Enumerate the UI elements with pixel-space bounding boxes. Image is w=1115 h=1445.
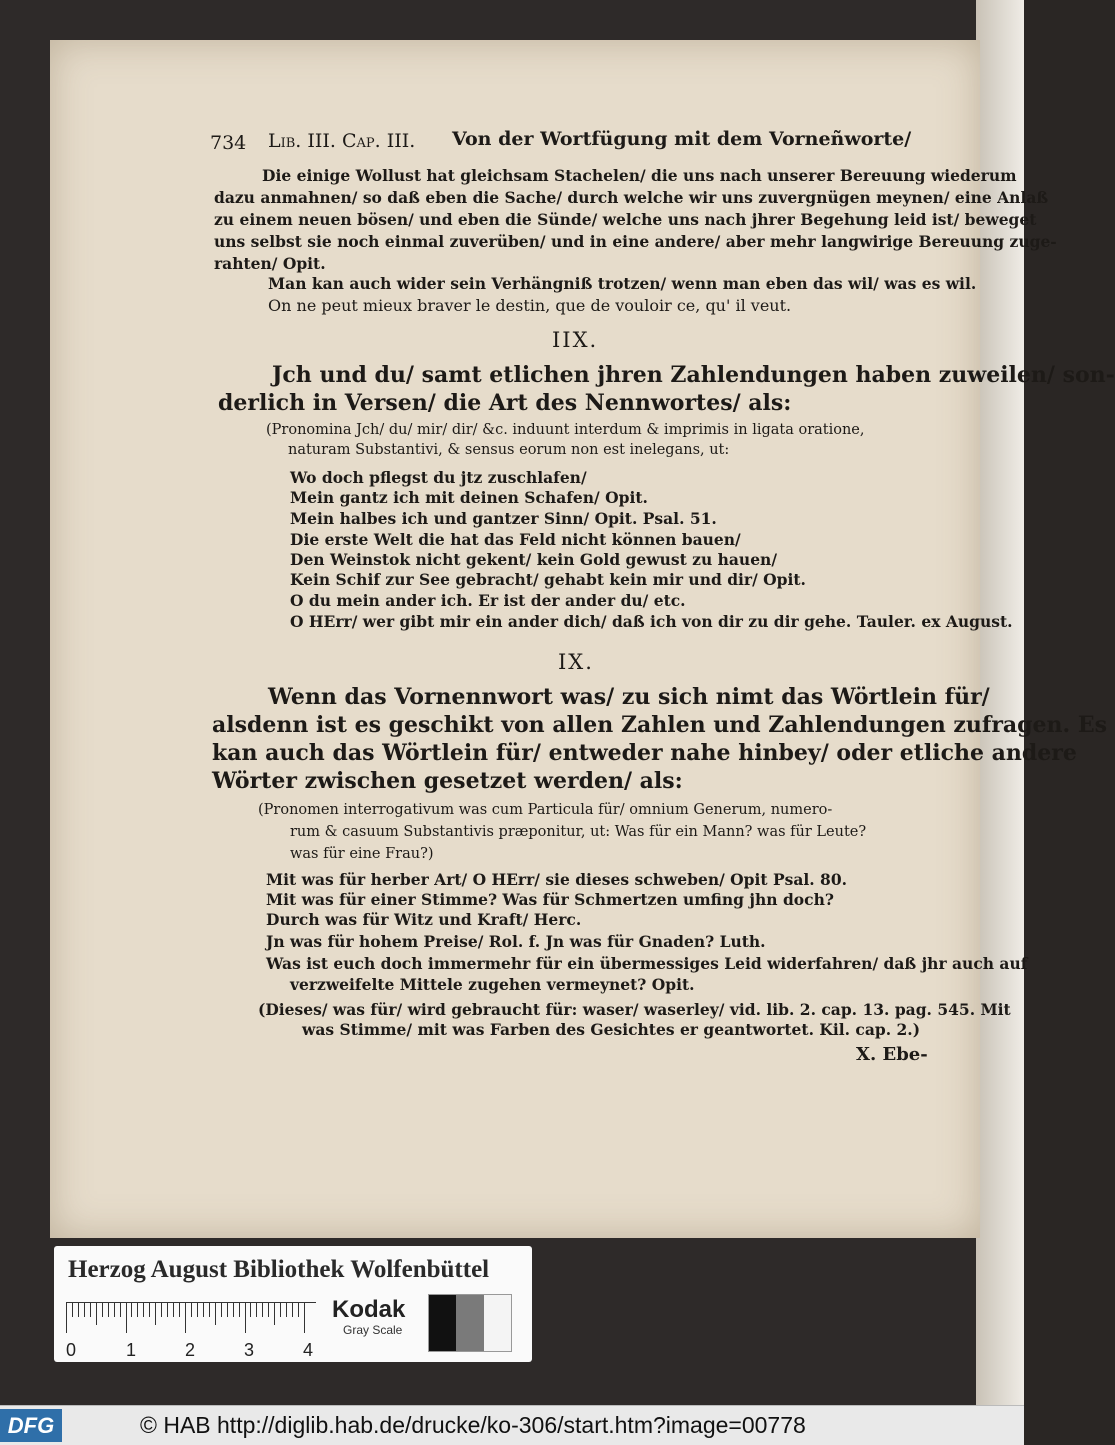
section-8-example-6: Kein Schif zur See gebracht/ gehabt kein mir und dir/ Opit.	[290, 570, 806, 589]
ruler-tick	[227, 1303, 228, 1317]
ruler-tick	[245, 1303, 246, 1333]
section-9-example-5: Was ist euch doch immermehr für ein übermessiges Leid widerfahren/ daß jhr auch auf	[266, 954, 1028, 973]
section-9-rule-line-2: alsdenn ist es geschikt von allen Zahlen und Zahlendungen zufragen. Es	[212, 712, 1108, 738]
section-9-rule-line-4: Wörter zwischen gesetzet werden/ als:	[212, 768, 683, 794]
section-9-latin-line-1: (Pronomen interrogativum was cum Particula für/ omnium Generum, numero-	[258, 802, 833, 818]
gray-scale-label: Gray Scale	[343, 1323, 403, 1337]
ruler-label-3: 3	[244, 1340, 255, 1360]
kodak-logo: Kodak	[332, 1296, 406, 1323]
ruler-tick	[262, 1303, 263, 1317]
section-9-example-3: Durch was für Witz und Kraft/ Herc.	[266, 910, 582, 929]
ruler-tick	[179, 1303, 180, 1317]
ruler-tick	[197, 1303, 198, 1317]
ruler-tick	[84, 1303, 85, 1317]
section-8-latin-line-2: naturam Substantivi, & sensus eorum non est inelegans, ut:	[288, 442, 730, 458]
ruler-tick	[143, 1303, 144, 1317]
color-calibration-card	[54, 1246, 532, 1362]
ruler-tick	[126, 1303, 127, 1333]
opening-line-5: rahten/ Opit.	[214, 254, 326, 273]
page-number: 734	[210, 132, 247, 154]
ruler-tick	[191, 1303, 192, 1317]
section-8-rule-line-2: derlich in Versen/ die Art des Nennwortes/ als:	[218, 390, 792, 416]
ruler-tick	[221, 1303, 222, 1317]
section-8-example-7: O du mein ander ich. Er ist der ander du/ etc.	[290, 591, 686, 610]
ruler-tick	[66, 1303, 67, 1333]
footer-bar	[0, 1405, 1024, 1445]
swatch-gray	[456, 1295, 483, 1351]
section-9-rule-line-1: Wenn das Vornennwort was/ zu sich nimt das Wörtlein für/	[268, 684, 990, 710]
chapter-heading: Von der Wortfügung mit dem Vorneñworte/	[452, 128, 912, 150]
ruler-tick	[250, 1303, 251, 1317]
swatch-white	[484, 1295, 511, 1351]
opening-line-4: uns selbst sie noch einmal zuverüben/ und in eine andere/ aber mehr langwirige Bereuung zuge-	[214, 232, 1057, 251]
opening-line-6: Man kan auch wider sein Verhängniß trotzen/ wenn man eben das wil/ was es wil.	[268, 274, 977, 293]
section-8-example-5: Den Weinstok nicht gekent/ kein Gold gewust zu hauen/	[290, 550, 777, 569]
ruler-tick	[78, 1303, 79, 1317]
ruler-label-1: 1	[126, 1340, 137, 1360]
ruler-tick	[173, 1303, 174, 1317]
section-9-example-6: verzweifelte Mittele zugehen vermeynet? Opit.	[290, 975, 695, 994]
ruler-tick	[209, 1303, 210, 1317]
dfg-logo: DFG	[0, 1409, 62, 1442]
opening-line-2: dazu anmahnen/ so daß eben die Sache/ durch welche wir uns zuvergnügen meynen/ eine Anlaß	[214, 188, 1049, 207]
ruler-tick	[233, 1303, 234, 1317]
ruler-tick	[72, 1303, 73, 1317]
opening-line-3: zu einem neuen bösen/ und eben die Sünde/ welche uns nach jhrer Begehung leid ist/ beweget	[214, 210, 1037, 229]
section-9-example-2: Mit was für einer Stimme? Was für Schmertzen umfing jhn doch?	[266, 890, 834, 909]
section-9-rule-line-3: kan auch das Wörtlein für/ entweder nahe hinbey/ oder etliche andere	[212, 740, 1077, 766]
ruler-tick	[274, 1303, 275, 1325]
ruler-tick	[167, 1303, 168, 1317]
ruler-tick	[268, 1303, 269, 1317]
section-8-example-8: O HErr/ wer gibt mir ein ander dich/ daß ich von dir zu dir gehe. Tauler. ex August.	[290, 612, 1013, 631]
ruler-label-4: 4	[303, 1340, 314, 1360]
section-8-latin-line-1: (Pronomina Jch/ du/ mir/ dir/ &c. induunt interdum & imprimis in ligata oratione,	[266, 422, 865, 438]
ruler-tick	[286, 1303, 287, 1317]
section-9-example-4: Jn was für hohem Preise/ Rol. f. Jn was für Gnaden? Luth.	[266, 932, 766, 951]
ruler-tick	[108, 1303, 109, 1317]
opening-line-1: Die einige Wollust hat gleichsam Stachelen/ die uns nach unserer Bereuung wiederum	[262, 166, 1017, 185]
ruler-tick	[131, 1303, 132, 1317]
section-8-numeral: IIX.	[552, 328, 599, 352]
ruler-tick	[161, 1303, 162, 1317]
section-8-example-4: Die erste Welt die hat das Feld nicht können bauen/	[290, 530, 741, 549]
section-9-latin-line-3: was für eine Frau?)	[290, 846, 434, 862]
gray-swatches	[428, 1294, 512, 1352]
section-8-rule-line-1: Jch und du/ samt etlichen jhren Zahlendungen haben zuweilen/ son-	[272, 362, 1115, 388]
ruler-tick	[137, 1303, 138, 1317]
ruler-tick	[155, 1303, 156, 1325]
ruler-tick	[90, 1303, 91, 1317]
section-9-example-1: Mit was für herber Art/ O HErr/ sie dieses schweben/ Opit Psal. 80.	[266, 870, 848, 889]
section-8-example-1: Wo doch pflegst du jtz zuschlafen/	[290, 468, 587, 487]
section-8-example-2: Mein gantz ich mit deinen Schafen/ Opit.	[290, 488, 648, 507]
ruler-label-0: 0	[66, 1340, 77, 1360]
ruler-tick	[215, 1303, 216, 1325]
ruler-tick	[185, 1303, 186, 1333]
section-9-numeral: IX.	[558, 650, 594, 674]
ruler-label-2: 2	[185, 1340, 196, 1360]
copyright-link[interactable]: © HAB http://diglib.hab.de/drucke/ko-306/start.htm?image=00778	[140, 1412, 806, 1438]
ruler-tick	[298, 1303, 299, 1317]
section-9-closing-line-2: was Stimme/ mit was Farben des Gesichtes er geantwortet. Kil. cap. 2.)	[302, 1020, 921, 1039]
ruler-tick	[280, 1303, 281, 1317]
ruler-tick	[239, 1303, 240, 1317]
section-8-example-3: Mein halbes ich und gantzer Sinn/ Opit. Psal. 51.	[290, 509, 717, 528]
opening-line-7: On ne peut mieux braver le destin, que de vouloir ce, qu' il veut.	[268, 296, 792, 315]
ruler-tick	[96, 1303, 97, 1325]
section-9-latin-line-2: rum & casuum Substantivis præponitur, ut: Was für ein Mann? was für Leute?	[290, 824, 867, 840]
library-title: Herzog August Bibliothek Wolfenbüttel	[68, 1256, 490, 1283]
ruler-tick	[114, 1303, 115, 1317]
ruler-tick	[203, 1303, 204, 1317]
section-9-closing-line-1: (Dieses/ was für/ wird gebraucht für: waser/ waserley/ vid. lib. 2. cap. 13. pag. 545. Mit	[258, 1000, 1011, 1019]
catchword: X. Ebe-	[856, 1044, 928, 1065]
running-title: Lib. III. Cap. III.	[268, 130, 416, 152]
ruler-tick	[102, 1303, 103, 1317]
ruler-tick	[304, 1303, 305, 1333]
ruler-tick	[149, 1303, 150, 1317]
ruler-tick	[120, 1303, 121, 1317]
ruler-tick	[292, 1303, 293, 1317]
ruler-tick	[256, 1303, 257, 1317]
swatch-black	[429, 1295, 456, 1351]
measurement-ruler	[66, 1302, 316, 1337]
